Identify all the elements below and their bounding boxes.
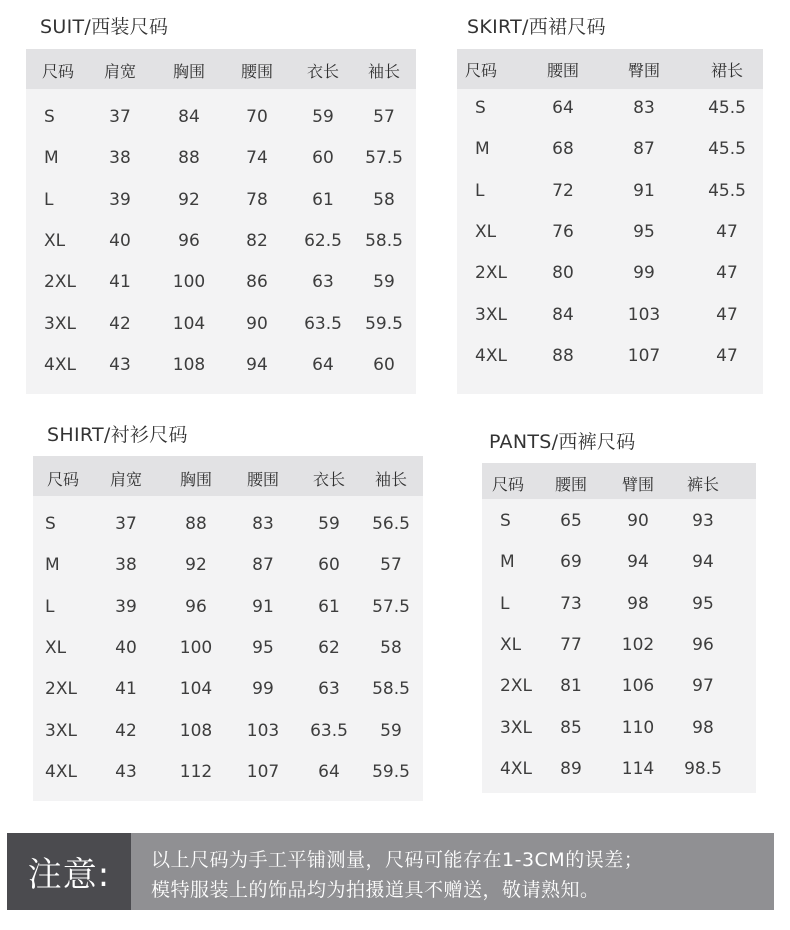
- suit-value-cell: 58.5: [365, 231, 403, 251]
- shirt-value-cell: 37: [115, 514, 137, 534]
- skirt-value-cell: 88: [552, 346, 574, 366]
- skirt-value-cell: 47: [716, 305, 738, 325]
- skirt-table-row: [457, 305, 763, 329]
- pants-header-cell: 尺码: [492, 475, 525, 494]
- pants-table-row: [482, 635, 756, 659]
- suit-table-row: [26, 107, 416, 131]
- shirt-size-cell: 2XL: [45, 679, 77, 699]
- skirt-size-cell: 2XL: [475, 263, 507, 283]
- suit-value-cell: 74: [246, 148, 268, 168]
- skirt-value-cell: 45.5: [708, 181, 746, 201]
- suit-value-cell: 60: [373, 355, 395, 375]
- suit-value-cell: 60: [312, 148, 334, 168]
- suit-value-cell: 90: [246, 314, 268, 334]
- pants-value-cell: 90: [627, 511, 649, 531]
- suit-table-row: [26, 272, 416, 296]
- shirt-size-cell: L: [45, 597, 55, 617]
- skirt-value-cell: 83: [633, 98, 655, 118]
- shirt-header-cell: 袖长: [374, 470, 408, 489]
- pants-title: PANTS/西裤尺码: [489, 431, 636, 453]
- suit-table-row: [26, 231, 416, 255]
- suit-value-cell: 38: [109, 148, 131, 168]
- skirt-value-cell: 87: [633, 139, 655, 159]
- shirt-value-cell: 92: [185, 555, 207, 575]
- pants-table-row: [482, 718, 756, 742]
- pants-value-cell: 81: [560, 676, 582, 696]
- suit-value-cell: 63.5: [304, 314, 342, 334]
- skirt-table-row: [457, 222, 763, 246]
- shirt-value-cell: 59: [380, 721, 402, 741]
- skirt-header-cell: 臀围: [627, 61, 661, 80]
- shirt-value-cell: 96: [185, 597, 207, 617]
- shirt-size-cell: 3XL: [45, 721, 77, 741]
- skirt-value-cell: 72: [552, 181, 574, 201]
- shirt-value-cell: 108: [179, 721, 213, 741]
- shirt-value-cell: 64: [318, 762, 340, 782]
- suit-value-cell: 104: [172, 314, 206, 334]
- suit-size-cell: L: [44, 190, 54, 210]
- pants-header-cell: 裤长: [686, 475, 720, 494]
- shirt-value-cell: 107: [246, 762, 280, 782]
- pants-value-cell: 106: [621, 676, 655, 696]
- shirt-size-cell: 4XL: [45, 762, 77, 782]
- skirt-table-row: [457, 98, 763, 122]
- suit-value-cell: 59: [312, 107, 334, 127]
- shirt-size-cell: XL: [45, 638, 67, 658]
- skirt-value-cell: 45.5: [708, 139, 746, 159]
- shirt-value-cell: 40: [115, 638, 137, 658]
- suit-value-cell: 100: [172, 272, 206, 292]
- pants-header-cell: 臂围: [621, 475, 655, 494]
- suit-header-cell: 袖长: [367, 62, 401, 81]
- notice-bar: [7, 833, 774, 910]
- suit-size-cell: 2XL: [44, 272, 76, 292]
- shirt-header-cell: 腰围: [246, 470, 280, 489]
- suit-table-row: [26, 355, 416, 379]
- shirt-value-cell: 100: [179, 638, 213, 658]
- suit-value-cell: 62.5: [304, 231, 342, 251]
- shirt-value-cell: 62: [318, 638, 340, 658]
- shirt-size-cell: M: [45, 555, 60, 575]
- skirt-value-cell: 68: [552, 139, 574, 159]
- shirt-value-cell: 83: [252, 514, 274, 534]
- suit-size-cell: 4XL: [44, 355, 76, 375]
- shirt-header-cell: 肩宽: [109, 470, 143, 489]
- pants-value-cell: 96: [692, 635, 714, 655]
- suit-value-cell: 78: [246, 190, 268, 210]
- skirt-table-row: [457, 139, 763, 163]
- pants-value-cell: 69: [560, 552, 582, 572]
- suit-size-cell: S: [44, 107, 55, 127]
- skirt-size-table: [457, 49, 763, 394]
- skirt-size-cell: XL: [475, 222, 497, 242]
- pants-value-cell: 97: [692, 676, 714, 696]
- shirt-value-cell: 43: [115, 762, 137, 782]
- skirt-table-row: [457, 346, 763, 370]
- suit-value-cell: 37: [109, 107, 131, 127]
- shirt-value-cell: 88: [185, 514, 207, 534]
- suit-size-cell: 3XL: [44, 314, 76, 334]
- skirt-header-cell: 腰围: [546, 61, 580, 80]
- skirt-value-cell: 47: [716, 222, 738, 242]
- shirt-value-cell: 95: [252, 638, 274, 658]
- shirt-value-cell: 63.5: [310, 721, 348, 741]
- shirt-table-row: [33, 679, 423, 703]
- pants-size-cell: M: [500, 552, 515, 572]
- pants-value-cell: 98.5: [684, 759, 722, 779]
- pants-value-cell: 114: [621, 759, 655, 779]
- pants-value-cell: 94: [692, 552, 714, 572]
- skirt-value-cell: 80: [552, 263, 574, 283]
- skirt-value-cell: 76: [552, 222, 574, 242]
- skirt-table-row: [457, 263, 763, 287]
- pants-value-cell: 93: [692, 511, 714, 531]
- skirt-size-cell: L: [475, 181, 485, 201]
- shirt-value-cell: 59.5: [372, 762, 410, 782]
- shirt-title: SHIRT/衬衫尺码: [47, 424, 188, 446]
- pants-size-cell: 2XL: [500, 676, 532, 696]
- pants-size-cell: XL: [500, 635, 522, 655]
- shirt-size-cell: S: [45, 514, 56, 534]
- shirt-value-cell: 103: [246, 721, 280, 741]
- suit-value-cell: 82: [246, 231, 268, 251]
- shirt-value-cell: 99: [252, 679, 274, 699]
- shirt-table-row: [33, 762, 423, 786]
- pants-table-row: [482, 511, 756, 535]
- pants-header-row: [482, 463, 756, 499]
- suit-header-cell: 尺码: [42, 62, 75, 81]
- notice-line-1: 以上尺码为手工平铺测量，尺码可能存在1-3CM的误差；: [151, 849, 644, 871]
- pants-table-row: [482, 759, 756, 783]
- shirt-table-row: [33, 514, 423, 538]
- shirt-value-cell: 87: [252, 555, 274, 575]
- shirt-value-cell: 58.5: [372, 679, 410, 699]
- pants-table-row: [482, 594, 756, 618]
- pants-value-cell: 98: [692, 718, 714, 738]
- suit-value-cell: 40: [109, 231, 131, 251]
- shirt-table-row: [33, 597, 423, 621]
- shirt-value-cell: 112: [179, 762, 213, 782]
- pants-value-cell: 89: [560, 759, 582, 779]
- suit-value-cell: 88: [178, 148, 200, 168]
- suit-value-cell: 61: [312, 190, 334, 210]
- suit-value-cell: 39: [109, 190, 131, 210]
- skirt-title: SKIRT/西裙尺码: [467, 16, 606, 38]
- shirt-value-cell: 38: [115, 555, 137, 575]
- suit-table-row: [26, 190, 416, 214]
- suit-value-cell: 63: [312, 272, 334, 292]
- suit-value-cell: 57.5: [365, 148, 403, 168]
- pants-size-table: [482, 463, 756, 793]
- pants-value-cell: 110: [621, 718, 655, 738]
- suit-value-cell: 92: [178, 190, 200, 210]
- pants-header-cell: 腰围: [554, 475, 588, 494]
- suit-title: SUIT/西装尺码: [40, 16, 169, 38]
- skirt-value-cell: 47: [716, 346, 738, 366]
- skirt-value-cell: 84: [552, 305, 574, 325]
- shirt-value-cell: 39: [115, 597, 137, 617]
- skirt-value-cell: 107: [627, 346, 661, 366]
- suit-value-cell: 43: [109, 355, 131, 375]
- suit-value-cell: 96: [178, 231, 200, 251]
- suit-header-cell: 衣长: [306, 62, 340, 81]
- skirt-value-cell: 103: [627, 305, 661, 325]
- shirt-value-cell: 56.5: [372, 514, 410, 534]
- notice-line-2: 模特服装上的饰品均为拍摄道具不赠送，敬请熟知。: [151, 879, 600, 901]
- shirt-value-cell: 59: [318, 514, 340, 534]
- pants-size-cell: L: [500, 594, 510, 614]
- pants-size-cell: S: [500, 511, 511, 531]
- suit-size-cell: M: [44, 148, 59, 168]
- pants-value-cell: 94: [627, 552, 649, 572]
- suit-table-row: [26, 148, 416, 172]
- shirt-value-cell: 63: [318, 679, 340, 699]
- skirt-value-cell: 64: [552, 98, 574, 118]
- shirt-value-cell: 57: [380, 555, 402, 575]
- shirt-table-row: [33, 638, 423, 662]
- pants-value-cell: 73: [560, 594, 582, 614]
- suit-value-cell: 84: [178, 107, 200, 127]
- shirt-size-table: [33, 456, 423, 801]
- shirt-value-cell: 41: [115, 679, 137, 699]
- shirt-value-cell: 57.5: [372, 597, 410, 617]
- suit-value-cell: 42: [109, 314, 131, 334]
- skirt-header-cell: 尺码: [465, 61, 498, 80]
- skirt-size-cell: M: [475, 139, 490, 159]
- shirt-value-cell: 58: [380, 638, 402, 658]
- pants-value-cell: 98: [627, 594, 649, 614]
- pants-value-cell: 85: [560, 718, 582, 738]
- pants-value-cell: 95: [692, 594, 714, 614]
- suit-value-cell: 94: [246, 355, 268, 375]
- pants-table-row: [482, 552, 756, 576]
- skirt-size-cell: 4XL: [475, 346, 507, 366]
- suit-value-cell: 58: [373, 190, 395, 210]
- suit-value-cell: 108: [172, 355, 206, 375]
- suit-size-table: [26, 49, 416, 394]
- shirt-header-cell: 胸围: [179, 470, 213, 489]
- suit-value-cell: 70: [246, 107, 268, 127]
- suit-header-cell: 腰围: [240, 62, 274, 81]
- skirt-size-cell: 3XL: [475, 305, 507, 325]
- suit-table-row: [26, 314, 416, 338]
- skirt-size-cell: S: [475, 98, 486, 118]
- shirt-header-row: [33, 456, 423, 496]
- shirt-table-row: [33, 721, 423, 745]
- shirt-value-cell: 60: [318, 555, 340, 575]
- skirt-value-cell: 45.5: [708, 98, 746, 118]
- suit-value-cell: 59.5: [365, 314, 403, 334]
- suit-value-cell: 59: [373, 272, 395, 292]
- shirt-value-cell: 61: [318, 597, 340, 617]
- suit-header-cell: 胸围: [172, 62, 206, 81]
- skirt-value-cell: 91: [633, 181, 655, 201]
- notice-label: 注意:: [7, 833, 131, 910]
- pants-value-cell: 65: [560, 511, 582, 531]
- skirt-table-row: [457, 181, 763, 205]
- skirt-value-cell: 47: [716, 263, 738, 283]
- shirt-value-cell: 104: [179, 679, 213, 699]
- skirt-header-row: [457, 49, 763, 89]
- suit-value-cell: 86: [246, 272, 268, 292]
- suit-value-cell: 41: [109, 272, 131, 292]
- pants-size-cell: 4XL: [500, 759, 532, 779]
- shirt-table-row: [33, 555, 423, 579]
- skirt-value-cell: 95: [633, 222, 655, 242]
- suit-value-cell: 57: [373, 107, 395, 127]
- pants-value-cell: 102: [621, 635, 655, 655]
- skirt-value-cell: 99: [633, 263, 655, 283]
- suit-value-cell: 64: [312, 355, 334, 375]
- pants-size-cell: 3XL: [500, 718, 532, 738]
- shirt-header-cell: 尺码: [47, 470, 80, 489]
- shirt-value-cell: 91: [252, 597, 274, 617]
- pants-table-row: [482, 676, 756, 700]
- shirt-header-cell: 衣长: [312, 470, 346, 489]
- shirt-value-cell: 42: [115, 721, 137, 741]
- skirt-header-cell: 裙长: [710, 61, 744, 80]
- suit-size-cell: XL: [44, 231, 66, 251]
- suit-header-row: [26, 49, 416, 89]
- pants-value-cell: 77: [560, 635, 582, 655]
- suit-header-cell: 肩宽: [103, 62, 137, 81]
